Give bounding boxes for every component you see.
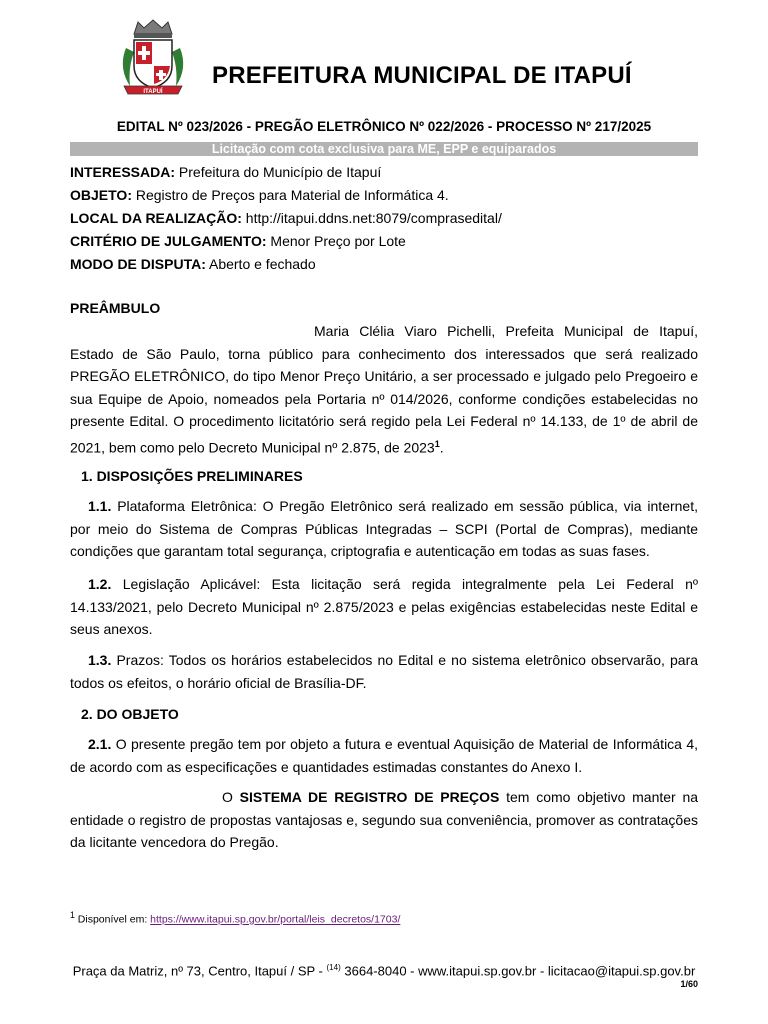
- document-header: [0, 18, 768, 98]
- municipal-crest-icon: [116, 18, 190, 98]
- organization-title: PREFEITURA MUNICIPAL DE ITAPUÍ: [212, 62, 632, 89]
- field-interessada: [70, 163, 381, 181]
- field-value: http://itapui.ddns.net:8079/comprasedital/: [245, 210, 502, 226]
- clause-1-3: 1.3. Prazos: Todos os horários estabelecidos no Edital e no sistema eletrônico observarão, para todos os efeitos, o horário oficial de Brasília-DF.: [70, 652, 699, 691]
- field-label: LOCAL DA REALIZAÇÃO:: [70, 210, 242, 226]
- preambulo-heading: PREÂMBULO: [70, 300, 161, 316]
- srp-paragraph: O SISTEMA DE REGISTRO DE PREÇOS tem como objetivo manter na entidade o registro de propostas vantajosas e, segundo sua conveniência, promover as contratações da licitante vencedora do Pregão.: [70, 789, 699, 850]
- page-number: 1/60: [680, 979, 698, 989]
- field-value: Registro de Preços para Material de Informática 4.: [135, 187, 449, 203]
- field-label: OBJETO:: [70, 187, 132, 203]
- preambulo-text: Maria Clélia Viaro Pichelli, Prefeita Municipal de Itapuí, Estado de São Paulo, torna público para conhecimento dos interessados que será realizado PREGÃO ELETRÔNICO, do tipo Menor Preço Unitário, a ser processado e julgado pelo Pregoeiro e sua Equipe de Apoio, nomeados pela Portaria nº 014/2026, conforme condições estabelecidas no presente Edital. O procedimento licitatório será regido pela Lei Federal nº 14.133, de 1º de abril de 2021, bem como pelo Decreto Municipal nº 2.875, de 2023: [70, 323, 698, 456]
- edital-title: EDITAL Nº 023/2026 - PREGÃO ELETRÔNICO Nº 022/2026 - PROCESSO Nº 217/2025: [116, 119, 652, 134]
- srp-emphasis: SISTEMA DE REGISTRO DE PREÇOS: [239, 789, 500, 805]
- field-local: [70, 209, 502, 227]
- clause-1-1: 1.1. Plataforma Eletrônica: O Pregão Eletrônico será realizado em sessão pública, via internet, por meio do Sistema de Compras Públicas Integradas – SCPI (Portal de Compras), mediante condições que garantam total segurança, criptografia e autenticação em todas as suas fases.: [70, 498, 698, 559]
- clause-1-2: 1.2. Legislação Aplicável: Esta licitação será regida integralmente pela Lei Federal nº 14.133/2021, pelo Decreto Municipal nº 2.875/2023 e pelas exigências estabelecidas neste Edital e seus anexos.: [70, 576, 698, 637]
- field-label: CRITÉRIO DE JULGAMENTO:: [70, 233, 267, 249]
- exclusive-quota-banner: Licitação com cota exclusiva para ME, EPP e equiparados: [70, 142, 698, 156]
- field-objeto: [70, 186, 449, 204]
- section-2-heading: 2. DO OBJETO: [81, 706, 179, 722]
- footnote: $^1$ Disponível em: https://www.itapui.sp.gov.br/portal/leis_decretos/1703/: [70, 910, 401, 926]
- page-footer: Praça da Matriz, nº 73, Centro, Itapuí / SP - $^{(14)}$ 3664-8040 - www.itapui.sp.gov.br - licitacao@itapui.sp.gov.br: [72, 963, 696, 979]
- crest-ribbon-text: ITAPUÍ: [143, 89, 163, 95]
- clause-2-1: 2.1. O presente pregão tem por objeto a futura e eventual Aquisição de Material de Informática 4, de acordo com as especificações e quantidades estimadas constantes do Anexo I.: [70, 736, 699, 775]
- field-label: MODO DE DISPUTA:: [70, 256, 206, 272]
- footnote-link[interactable]: https://www.itapui.sp.gov.br/portal/leis_decretos/1703/: [150, 913, 401, 926]
- field-value: Aberto e fechado: [208, 256, 316, 272]
- section-1-heading: 1. DISPOSIÇÕES PRELIMINARES: [81, 468, 303, 484]
- preambulo-paragraph: Maria Clélia Viaro Pichelli, Prefeita Municipal de Itapuí, Estado de São Paulo, torna público para conhecimento dos interessados que será realizado PREGÃO ELETRÔNICO, do tipo Menor Preço Unitário, a ser processado e julgado pelo Pregoeiro e sua Equipe de Apoio, nomeados pela Portaria nº 014/2026, conforme condições estabelecidas no presente Edital. O procedimento licitatório será regido pela Lei Federal nº 14.133, de 1º de abril de 2021, bem como pelo Decreto Municipal nº 2.875, de 2023$^1$.: [70, 323, 698, 456]
- field-value: Prefeitura do Município de Itapuí: [178, 164, 382, 180]
- field-label: INTERESSADA:: [70, 164, 176, 180]
- footnote-reference: 1: [434, 438, 440, 449]
- field-criterio: [70, 232, 406, 250]
- field-value: Menor Preço por Lote: [270, 233, 406, 249]
- field-modo-disputa: [70, 255, 316, 273]
